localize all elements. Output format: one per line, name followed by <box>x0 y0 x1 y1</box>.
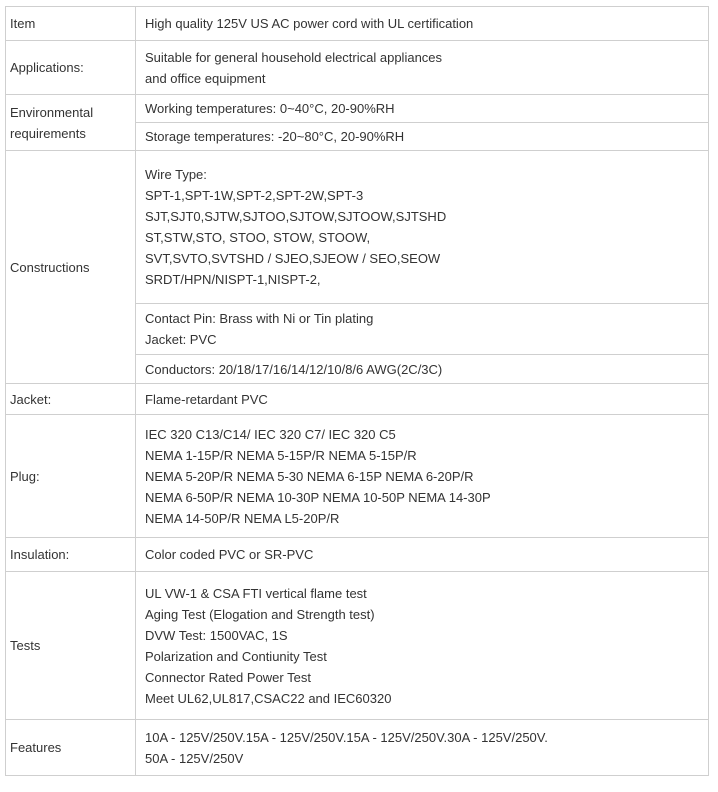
label-features: Features <box>6 720 136 776</box>
tests-line: Connector Rated Power Test <box>145 669 311 685</box>
label-environmental <box>6 95 136 151</box>
applications-line: and office equipment <box>145 70 266 86</box>
tests-line: Polarization and Contiunity Test <box>145 648 327 664</box>
wire-type-line: SJT,SJT0,SJTW,SJTOO,SJTOW,SJTOOW,SJTSHD <box>145 209 447 224</box>
plug-line: NEMA 14-50P/R NEMA L5-20P/R <box>145 510 340 526</box>
row-environmental-working <box>6 95 709 123</box>
plug-line: IEC 320 C13/C14/ IEC 320 C7/ IEC 320 C5 <box>145 426 396 442</box>
applications-line: Suitable for general household electrical appliances <box>145 49 443 65</box>
wire-type-line: SRDT/HPN/NISPT-1,NISPT-2, <box>145 272 321 287</box>
plug-line: NEMA 6-50P/R NEMA 10-30P NEMA 10-50P NEMA 14-30P <box>145 489 491 505</box>
value-contact-pin <box>136 304 709 355</box>
tests-line: UL VW-1 & CSA FTI vertical flame test <box>145 585 367 601</box>
label-item: Item <box>6 7 136 41</box>
value-item: High quality 125V US AC power cord with UL certification <box>136 7 709 41</box>
value-applications <box>136 41 709 95</box>
wire-type-line: Wire Type: <box>145 167 207 182</box>
label-jacket: Jacket: <box>6 384 136 415</box>
environmental-label-line: Environmental <box>10 104 94 120</box>
value-insulation: Color coded PVC or SR-PVC <box>136 538 709 572</box>
label-constructions: Constructions <box>6 151 136 384</box>
plug-line: NEMA 1-15P/R NEMA 5-15P/R NEMA 5-15P/R <box>145 447 417 463</box>
row-applications <box>6 41 709 95</box>
label-applications: Applications: <box>6 41 136 95</box>
value-features <box>136 720 709 776</box>
label-plug: Plug: <box>6 415 136 538</box>
row-plug <box>6 415 709 538</box>
row-jacket <box>6 384 709 415</box>
value-wire-type <box>136 151 709 304</box>
wire-type-line: SVT,SVTO,SVTSHD / SJEO,SJEOW / SEO,SEOW <box>145 251 441 266</box>
value-working-temperatures: Working temperatures: 0~40°C, 20-90%RH <box>136 95 709 123</box>
wire-type-line: ST,STW,STO, STOO, STOW, STOOW, <box>145 230 371 245</box>
tests-line: Aging Test (Elogation and Strength test) <box>145 606 375 622</box>
value-conductors: Conductors: 20/18/17/16/14/12/10/8/6 AWG(2C/3C) <box>136 355 709 384</box>
label-insulation: Insulation: <box>6 538 136 572</box>
label-tests: Tests <box>6 572 136 720</box>
row-features <box>6 720 709 776</box>
contact-line: Jacket: PVC <box>145 332 217 347</box>
value-tests <box>136 572 709 720</box>
environmental-label-line: requirements <box>10 125 86 141</box>
plug-line: NEMA 5-20P/R NEMA 5-30 NEMA 6-15P NEMA 6-20P/R <box>145 468 474 484</box>
row-tests <box>6 572 709 720</box>
tests-line: Meet UL62,UL817,CSAC22 and IEC60320 <box>145 690 392 706</box>
row-constructions-wire <box>6 151 709 304</box>
contact-line: Contact Pin: Brass with Ni or Tin plating <box>145 311 374 326</box>
row-insulation <box>6 538 709 572</box>
value-plug <box>136 415 709 538</box>
specification-table <box>5 6 709 776</box>
value-storage-temperatures: Storage temperatures: -20~80°C, 20-90%RH <box>136 123 709 151</box>
features-line: 10A - 125V/250V.15A - 125V/250V.15A - 125V/250V.30A - 125V/250V. <box>145 729 548 745</box>
features-line: 50A - 125V/250V <box>145 750 244 766</box>
wire-type-line: SPT-1,SPT-1W,SPT-2,SPT-2W,SPT-3 <box>145 188 364 203</box>
row-item <box>6 7 709 41</box>
tests-line: DVW Test: 1500VAC, 1S <box>145 627 288 643</box>
value-jacket: Flame-retardant PVC <box>136 384 709 415</box>
